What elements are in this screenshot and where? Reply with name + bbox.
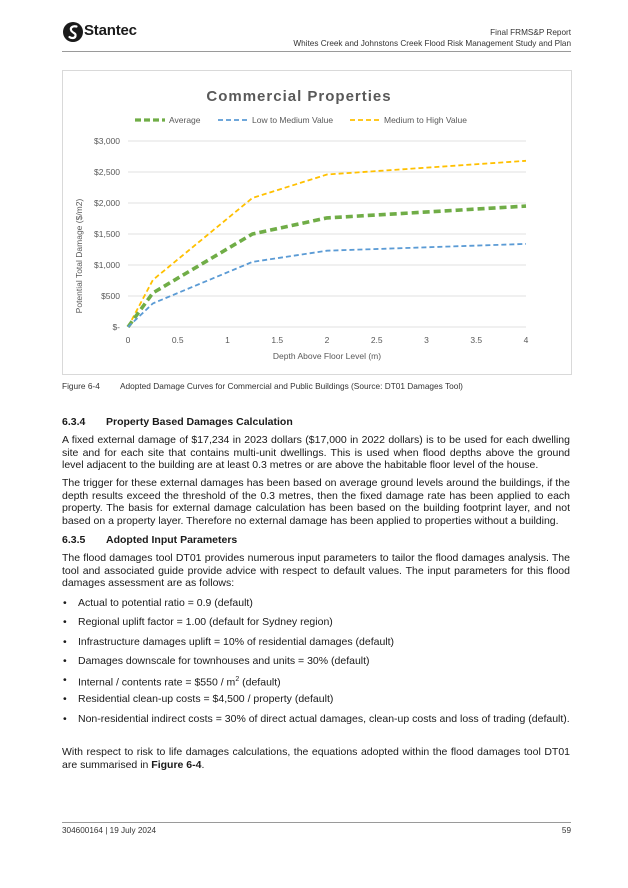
y-tick-label: $1,500 — [94, 229, 120, 239]
x-tick-label: 2.5 — [370, 335, 383, 345]
footer-divider — [62, 822, 571, 823]
figure-label: Figure 6-4 — [62, 381, 100, 391]
chart-legend — [135, 115, 467, 125]
logo-wordmark: Stantec — [84, 22, 137, 39]
paragraph: The flood damages tool DT01 provides numerous input parameters to tailor the flood damages analysis. The tool and associated guide provide advice with respect to default values. The input parameters for this flood damages assessment are as follows: — [62, 552, 570, 590]
list-item-tail: (default) — [239, 676, 281, 689]
chart-series — [128, 161, 526, 327]
header-divider — [62, 51, 571, 52]
y-axis-label: Potential Total Damage ($/m2) — [74, 198, 84, 314]
chart-gridlines — [128, 141, 526, 327]
closing-punct: . — [201, 758, 205, 771]
legend-label: Medium to High Value — [384, 115, 467, 125]
section-heading-6-3-4 — [62, 416, 293, 428]
list-item-text: Internal / contents rate = $550 / m — [78, 676, 236, 689]
closing-text: With respect to risk to life damages calculations, the equations adopted within the flood damages tool DT01 are summarised in — [62, 746, 570, 771]
figure-caption-text: Adopted Damage Curves for Commercial and Public Buildings (Source: DT01 Damages Tool) — [120, 381, 463, 391]
page-number: 59 — [561, 826, 571, 835]
list-item: • Actual to potential ratio = 0.9 (default) — [62, 597, 570, 616]
running-header — [293, 28, 571, 49]
x-axis-label: Depth Above Floor Level (m) — [272, 351, 382, 361]
y-tick-label: $3,000 — [94, 136, 120, 146]
parameter-list — [62, 597, 570, 732]
section-heading-6-3-5 — [62, 534, 237, 546]
document-reference: 304600164 | 19 July 2024 — [62, 826, 157, 835]
x-axis-ticks — [126, 335, 529, 345]
report-title: Final FRMS&P Report — [490, 28, 571, 37]
stantec-logo-icon — [62, 20, 86, 44]
list-item: • Damages downscale for townhouses and units = 30% (default) — [62, 655, 570, 674]
legend-label: Low to Medium Value — [252, 115, 334, 125]
paragraph — [62, 746, 570, 771]
y-tick-label: $500 — [101, 291, 120, 301]
figure-reference: Figure 6-4 — [151, 758, 202, 771]
list-item: • Infrastructure damages uplift = 10% of residential damages (default) — [62, 636, 570, 655]
section-title: Property Based Damages Calculation — [106, 416, 293, 428]
x-tick-label: 4 — [523, 335, 529, 345]
x-tick-label: 0 — [125, 335, 131, 345]
x-tick-label: 1 — [225, 335, 230, 345]
y-tick-label: $1,000 — [94, 260, 120, 270]
chart-canvas — [63, 71, 571, 374]
x-tick-label: 3 — [424, 335, 429, 345]
y-tick-label: $- — [112, 322, 120, 332]
chart-title: Commercial Properties — [206, 88, 392, 105]
legend-label: Average — [169, 115, 201, 125]
figure-caption — [62, 381, 463, 391]
superscript: 2 — [235, 676, 240, 684]
paragraph: The trigger for these external damages has been based on average ground levels around the buildings, if the depth results exceed the threshold of the 0.3 metres, then the fixed damage rate has been applied to each property. The basis for external damage calculation has been based on the building footprint layer, and not based on a property layer. Therefore no external damage has been applied to properties without a building. — [62, 477, 570, 527]
x-tick-label: 3.5 — [470, 335, 483, 345]
series-line — [128, 161, 526, 327]
series-line — [128, 244, 526, 327]
section-number: 6.3.5 — [62, 534, 86, 546]
x-tick-label: 1.5 — [271, 335, 284, 345]
series-line — [128, 206, 526, 327]
list-item — [62, 674, 570, 693]
section-title: Adopted Input Parameters — [106, 534, 238, 546]
y-tick-label: $2,000 — [94, 198, 120, 208]
list-item: • Regional uplift factor = 1.00 (default for Sydney region) — [62, 616, 570, 635]
damage-curve-chart — [62, 70, 572, 375]
list-item: • Residential clean-up costs = $4,500 / property (default) — [62, 693, 570, 712]
list-item: • Non-residential indirect costs = 30% of direct actual damages, clean-up costs and loss of trading (default). — [62, 713, 570, 732]
report-subtitle: Whites Creek and Johnstons Creek Flood Risk Management Study and Plan — [293, 38, 571, 48]
y-axis-ticks — [94, 136, 120, 332]
paragraph: A fixed external damage of $17,234 in 2023 dollars ($17,000 in 2022 dollars) is to be used for each dwelling site and for each site that contains multi-unit dwellings. This is used when flood depths above the ground level adjacent to the building are at least 0.3 metres or are above the habitable floor level of the house. — [62, 434, 570, 472]
x-tick-label: 2 — [324, 335, 330, 345]
y-tick-label: $2,500 — [94, 167, 120, 177]
section-number: 6.3.4 — [62, 416, 86, 428]
x-tick-label: 0.5 — [171, 335, 184, 345]
